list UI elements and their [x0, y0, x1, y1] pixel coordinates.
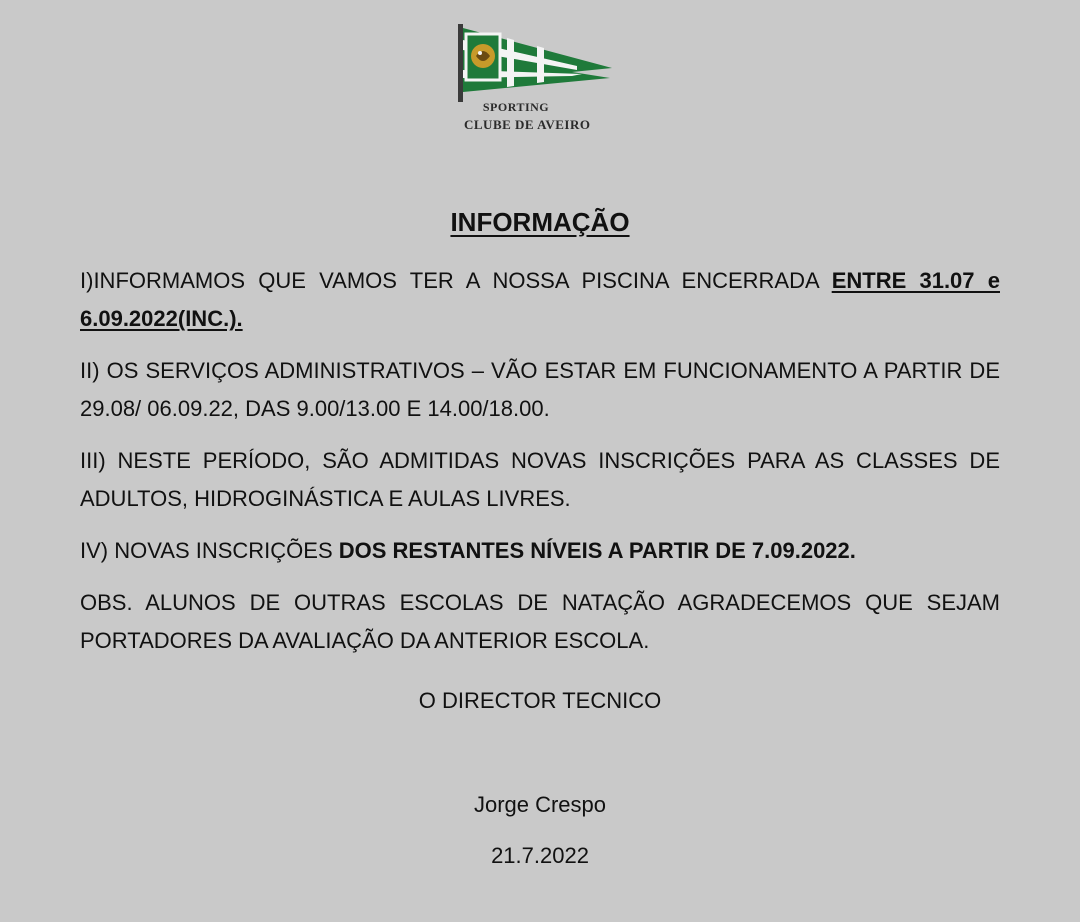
- signature-role: O DIRECTOR TECNICO: [418, 688, 662, 713]
- paragraph-4-text: IV) NOVAS INSCRIÇÕES: [80, 538, 339, 563]
- paragraph-3: III) NESTE PERÍODO, SÃO ADMITIDAS NOVAS INSCRIÇÕES PARA AS CLASSES DE ADULTOS, HIDROGINÁSTICA E AULAS LIVRES.: [80, 448, 1000, 511]
- paragraph-4: [80, 532, 1000, 570]
- signature-name: Jorge Crespo: [473, 792, 607, 817]
- paragraph-1-text: I)INFORMAMOS QUE VAMOS TER A NOSSA PISCINA ENCERRADA: [80, 268, 832, 293]
- logo-text-line1: SPORTING: [482, 100, 550, 114]
- document-body: [80, 262, 1000, 674]
- paragraph-obs: OBS. ALUNOS DE OUTRAS ESCOLAS DE NATAÇÃO AGRADECEMOS QUE SEJAM PORTADORES DA AVALIAÇÃO DA ANTERIOR ESCOLA.: [80, 590, 1000, 653]
- flag-icon: [452, 22, 627, 102]
- paragraph-4-emphasis: DOS RESTANTES NÍVEIS A PARTIR DE 7.09.2022.: [338, 538, 856, 563]
- paragraph-2: II) OS SERVIÇOS ADMINISTRATIVOS – VÃO ESTAR EM FUNCIONAMENTO A PARTIR DE 29.08/ 06.09.22, DAS 9.00/13.00 E 14.00/18.00.: [80, 358, 1000, 421]
- document-date: 21.7.2022: [491, 843, 589, 868]
- document-title: INFORMAÇÃO: [450, 207, 630, 237]
- club-logo: [452, 22, 627, 137]
- paragraph-1: [80, 262, 1000, 338]
- paragraph-1-emphasis: ENTRE 31.07 e 6.09.2022(INC.).: [80, 268, 1000, 331]
- logo-text-line2: CLUBE DE AVEIRO: [464, 117, 591, 132]
